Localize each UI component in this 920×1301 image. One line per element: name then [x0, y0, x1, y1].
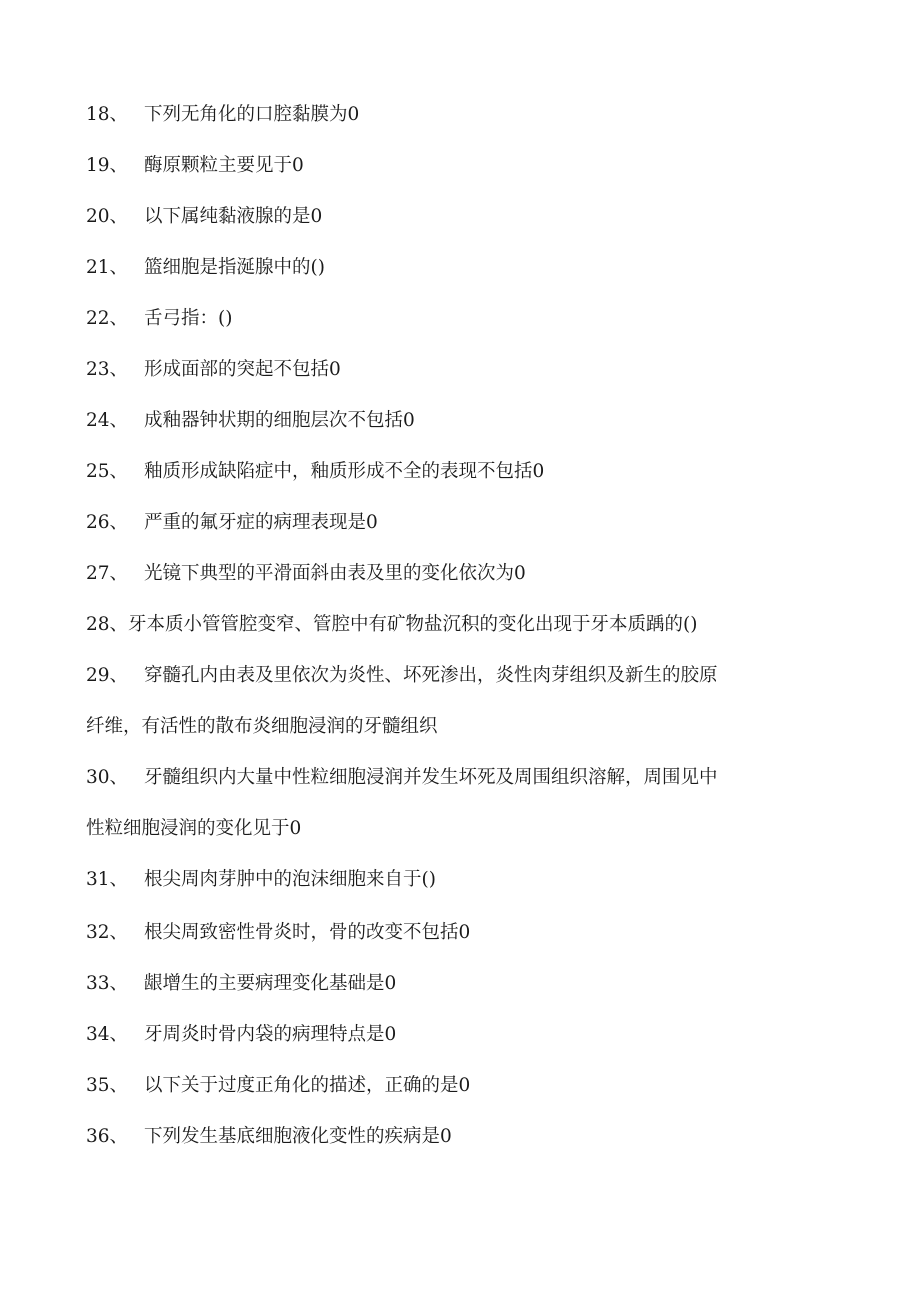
question-29 — [86, 665, 718, 687]
question-number: 34、 — [86, 1024, 129, 1045]
question-text: 以下关于过度正角化的描述，正确的是0 — [144, 1075, 471, 1096]
question-text: 根尖周致密性骨炎时，骨的改变不包括0 — [144, 922, 471, 943]
question-26 — [86, 512, 378, 534]
question-31 — [86, 869, 436, 891]
question-text: 牙髓组织内大量中性粒细胞浸润并发生坏死及周围组织溶解，周围见中 — [144, 767, 718, 788]
question-number: 30、 — [86, 767, 129, 788]
question-text: 严重的氟牙症的病理表现是0 — [144, 512, 378, 533]
question-text: 形成面部的突起不包括0 — [144, 359, 341, 380]
question-text: 舌弓指：() — [144, 308, 233, 329]
question-text: 下列无角化的口腔黏膜为0 — [144, 104, 360, 125]
question-text: 以下属纯黏液腺的是0 — [144, 206, 323, 227]
question-20 — [86, 206, 322, 228]
question-number: 32、 — [86, 922, 129, 943]
question-number: 23、 — [86, 359, 129, 380]
question-number: 18、 — [86, 104, 129, 125]
question-34 — [86, 1024, 396, 1046]
question-text: 下列发生基底细胞液化变性的疾病是0 — [144, 1126, 452, 1147]
question-21 — [86, 257, 325, 279]
question-number: 21、 — [86, 257, 129, 278]
question-23 — [86, 359, 341, 381]
question-number: 36、 — [86, 1126, 129, 1147]
question-33 — [86, 973, 396, 995]
question-27 — [86, 563, 526, 585]
question-number: 31、 — [86, 869, 129, 890]
question-30-continuation: 性粒细胞浸润的变化见于0 — [86, 818, 302, 839]
question-32 — [86, 922, 470, 944]
question-text: 篮细胞是指涎腺中的() — [144, 257, 325, 278]
question-24 — [86, 410, 415, 432]
question-36 — [86, 1126, 452, 1148]
question-text: 成釉器钟状期的细胞层次不包括0 — [144, 410, 415, 431]
question-number: 24、 — [86, 410, 129, 431]
question-number: 26、 — [86, 512, 129, 533]
question-number: 27、 — [86, 563, 129, 584]
question-19 — [86, 155, 304, 177]
question-number: 25、 — [86, 461, 129, 482]
question-text: 牙周炎时骨内袋的病理特点是0 — [144, 1024, 397, 1045]
question-text: 牙本质小管管腔变窄、管腔中有矿物盐沉积的变化出现于牙本质踽的() — [128, 614, 698, 635]
question-25 — [86, 461, 544, 483]
question-22 — [86, 308, 232, 330]
question-text: 酶原颗粒主要见于0 — [144, 155, 304, 176]
question-text: 釉质形成缺陷症中，釉质形成不全的表现不包括0 — [144, 461, 545, 482]
question-18 — [86, 104, 359, 126]
question-29-continuation: 纤维，有活性的散布炎细胞浸润的牙髓组织 — [86, 716, 438, 737]
question-35 — [86, 1075, 470, 1097]
question-number: 19、 — [86, 155, 129, 176]
question-text: 根尖周肉芽肿中的泡沫细胞来自于() — [144, 869, 436, 890]
question-number: 28、 — [86, 614, 129, 635]
question-28 — [86, 614, 698, 636]
question-text: 穿髓孔内由表及里依次为炎性、坏死渗出，炎性肉芽组织及新生的胶原 — [144, 665, 718, 686]
question-number: 20、 — [86, 206, 129, 227]
question-30 — [86, 767, 718, 789]
question-number: 35、 — [86, 1075, 129, 1096]
question-text: 光镜下典型的平滑面斜由表及里的变化依次为0 — [144, 563, 526, 584]
question-text: 龈增生的主要病理变化基础是0 — [144, 973, 397, 994]
question-number: 33、 — [86, 973, 129, 994]
question-number: 29、 — [86, 665, 129, 686]
question-number: 22、 — [86, 308, 129, 329]
